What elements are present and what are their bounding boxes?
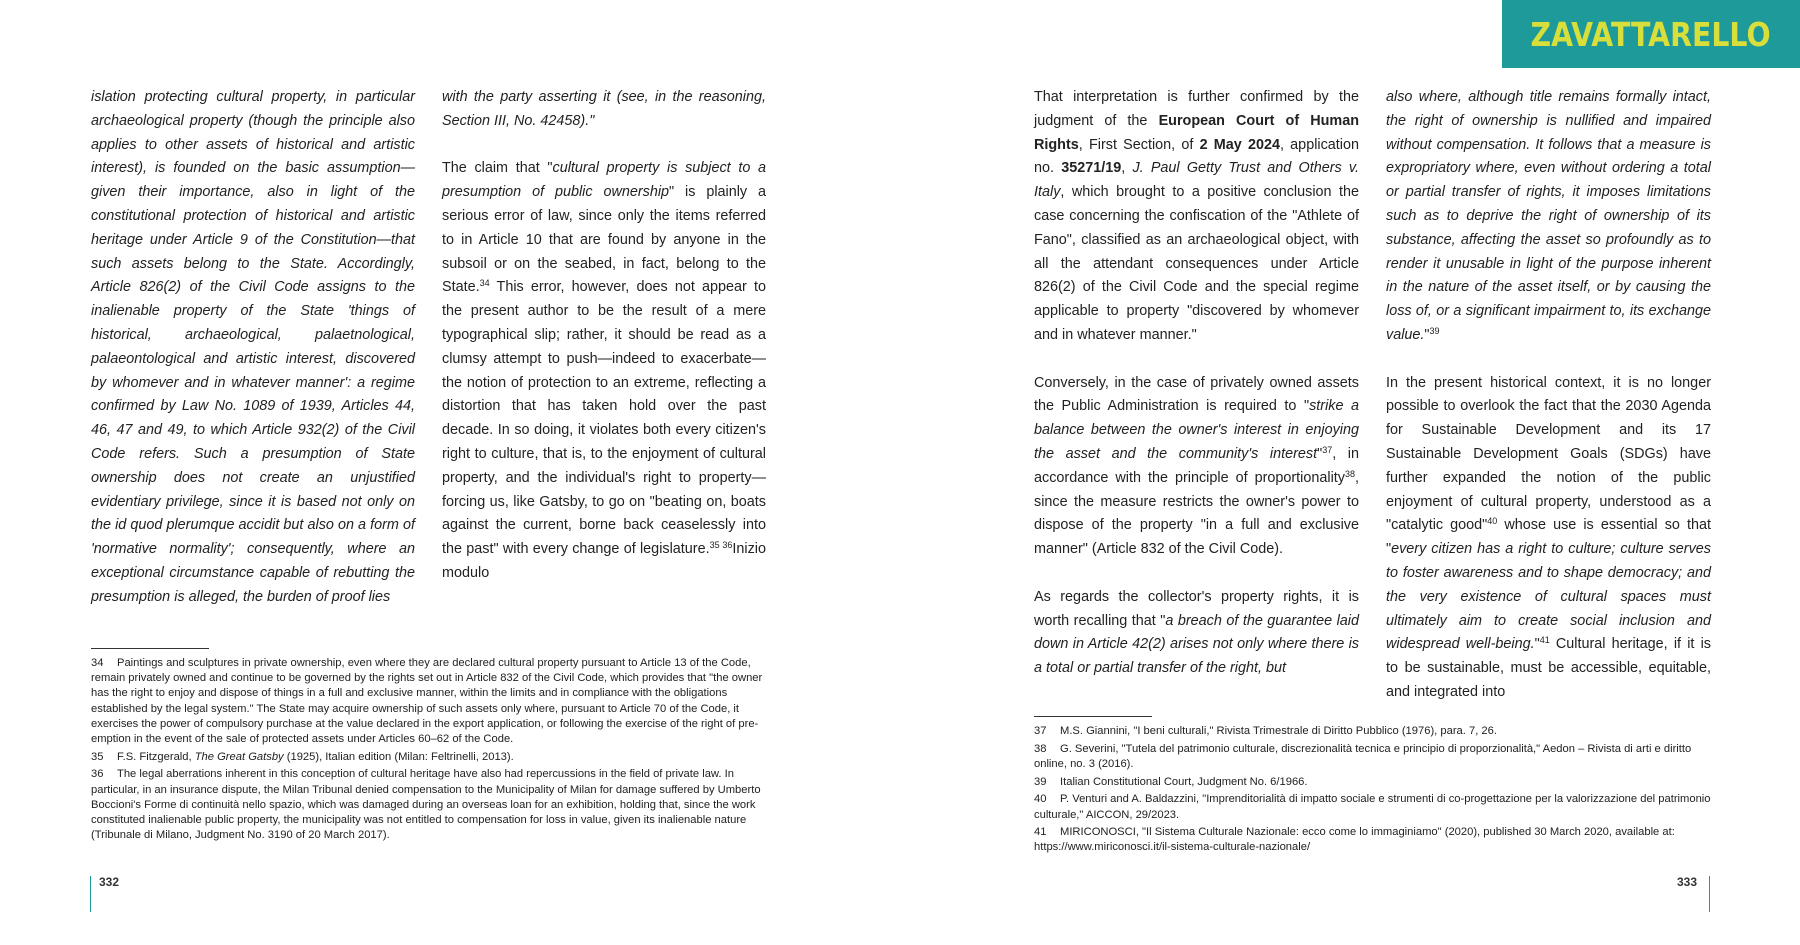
text-run: This error, however, does not appear to the present author to be the result of a mere typographical slip; rather, it should be read as a clumsy attempt to push—indeed to exacerbate—the notion of protection to an extreme, reflecting a distortion that has taken hold over the past decade. In so doing, it violates both every citizen's right to culture, that is, to the enjoyment of cultural property, and the individual's right to property—forcing us, like Gatsby, to go on "beating on, boats against the current, borne back ceaselessly into the past" with every change of legislature. bbox=[442, 279, 766, 558]
footnote-text: The Great Gatsby bbox=[194, 750, 284, 763]
text-run: " bbox=[1424, 326, 1430, 343]
footnote-divider bbox=[91, 648, 209, 649]
footnote-40 bbox=[1034, 792, 1712, 822]
paragraph bbox=[1386, 86, 1711, 348]
footnote-number: 38 bbox=[1034, 742, 1047, 755]
text-run: " is plainly a serious error of law, since only the items referred to in Article 10 that are found by anyone in the subsoil or on the seabed, in fact, belong to the State. bbox=[442, 184, 766, 296]
text-run: , since the measure restricts the owner's power to dispose of the property "in a full and exclusive manner" (Article 832 of the Civil Code). bbox=[1034, 469, 1359, 558]
text-run: whose use is essential so that " bbox=[1386, 517, 1711, 558]
right-page-column-1 bbox=[1034, 86, 1359, 681]
footnote-37 bbox=[1034, 724, 1712, 739]
text-run: every citizen has a right to culture; culture serves to foster awareness and to shape democracy; and the very existence of cultural spaces must ultimately aim to create social inclusion and widespread well-being. bbox=[1386, 541, 1711, 653]
paragraph bbox=[1386, 372, 1711, 705]
footnote-ref[interactable]: 37 bbox=[1322, 444, 1333, 455]
footnote-text: M.S. Giannini, "I beni culturali," Rivista Trimestrale di Diritto Pubblico (1976), para. 7, 26. bbox=[1060, 725, 1497, 737]
footnote-number: 35 bbox=[91, 750, 104, 763]
footnote-ref[interactable]: 41 bbox=[1539, 635, 1550, 646]
footnote-text: Italian Constitutional Court, Judgment No. 6/1966. bbox=[1060, 775, 1308, 788]
footnote-divider bbox=[1034, 716, 1152, 717]
text-run: Conversely, in the case of privately owned assets the Public Administration is required to " bbox=[1034, 374, 1359, 415]
footnote-number: 39 bbox=[1034, 775, 1047, 788]
paragraph bbox=[1034, 86, 1359, 348]
footnote-39 bbox=[1034, 775, 1712, 790]
footnote-34 bbox=[91, 656, 764, 747]
text-run: , bbox=[1121, 160, 1133, 177]
footnote-number: 34 bbox=[91, 657, 104, 669]
brand-name: ZAVATTARELLO bbox=[1530, 14, 1772, 54]
page-marker-bar bbox=[90, 876, 91, 912]
footnote-number: 41 bbox=[1034, 826, 1047, 839]
text-run: In the present historical context, it is no longer possible to overlook the fact that the 2030 Agenda for Sustainable Development and its 17 Sustainable Development Goals (SDGs) have further expanded the notion of the public enjoyment of cultural property, understood as a "catalytic good" bbox=[1386, 374, 1711, 534]
paragraph bbox=[442, 157, 766, 585]
footnote-text: (1925), Italian edition (Milan: Feltrinelli, 2013). bbox=[283, 750, 514, 763]
footnote-text: G. Severini, "Tutela del patrimonio culturale, discrezionalità tecnica e principio di proporzionalità," Aedon – Rivista di arti e diritto online, no. 3 (2016). bbox=[1034, 742, 1692, 770]
text-run: That interpretation is further confirmed by the judgment of the bbox=[1034, 89, 1359, 129]
footnote-text: P. Venturi and A. Baldazzini, "Imprenditorialità di impatto sociale e strumenti di co-progettazione per la valorizzazione del patrimonio culturale," AICCON, 29/2023. bbox=[1034, 793, 1711, 821]
footnote-41 bbox=[1034, 825, 1712, 855]
text-run: also where, although title remains formally intact, the right of ownership is nullified and impaired without compensation. It follows that a measure is expropriatory where, even without ordering a total or partial transfer of rights, it imposes limitations such as to deprive the right of ownership of its substance, affecting the asset so profoundly as to render it unusable in light of the purpose inherent in the nature of the asset itself, or by causing the loss of, or a significant impairment to, its exchange value. bbox=[1386, 89, 1711, 343]
text-run: Inizio modulo bbox=[442, 541, 766, 581]
footnote-number: 36 bbox=[91, 768, 104, 781]
brand-header bbox=[1502, 0, 1800, 68]
paragraph: with the party asserting it (see, in the reasoning, Section III, No. 42458)." bbox=[442, 89, 766, 129]
footnote-number: 40 bbox=[1034, 793, 1047, 806]
right-footnotes bbox=[1034, 724, 1712, 858]
text-run: a breach of the guarantee laid down in Article 42(2) arises not only where there is a total or partial transfer of the right, but bbox=[1034, 612, 1360, 677]
footnote-text: Paintings and sculptures in private ownership, even where they are declared cultural property pursuant to Article 13 of the Code, remain privately owned and continue to be governed by the rights set out in Article 832 of the Civil Code, which provides that "the owner has the right to enjoy and dispose of things in a full and exclusive manner, within the limits and in compliance with the obligations established by the legal system." The State may acquire ownership of such assets only where, pursuant to Article 70 of the Code, it exercises the power of compulsory purchase at the value declared in the export application, or following the exercise of the right of pre-emption in the event of the sale of protected assets under Articles 60–62 of the Code. bbox=[91, 657, 763, 746]
footnote-ref[interactable]: 38 bbox=[1344, 468, 1355, 479]
paragraph bbox=[1034, 372, 1359, 562]
footnote-ref[interactable]: 34 bbox=[479, 278, 490, 289]
text-run: , First Section, of bbox=[1078, 136, 1200, 153]
text-run: 2 May 2024 bbox=[1199, 136, 1280, 153]
text-run: , which brought to a positive conclusion the case concerning the confiscation of the "Athlete of Fano", classified as an archaeological object, with all the attendant consequences under Article 826(2) of the Civil Code and the special regime applicable to property "discovered by whomever and in whatever manner." bbox=[1034, 184, 1359, 343]
page-number-left: 332 bbox=[99, 875, 120, 889]
left-page-column-1 bbox=[91, 86, 415, 610]
footnote-38 bbox=[1034, 742, 1712, 772]
footnote-36 bbox=[91, 767, 764, 843]
text-run: 35271/19 bbox=[1061, 160, 1122, 177]
footnote-ref[interactable]: 35 36 bbox=[709, 540, 733, 551]
text-run: " bbox=[1534, 636, 1540, 653]
paragraph bbox=[1034, 586, 1359, 681]
footnote-ref[interactable]: 39 bbox=[1429, 325, 1440, 336]
paragraph: islation protecting cultural property, in particular archaeological property (though the principle also applies to other assets of historical and artistic interest), is founded on the basic assumption—given their importance, also in light of the constitutional protection of historical and artistic heritage under Article 9 of the Constitution—that such assets belong to the State. Accordingly, Article 826(2) of the Civil Code assigns to the inalienable property of the State 'things of historical, archaeological, palaetnological, palaeontological and artistic interest, discovered by whomever and in whatever manner': a regime confirmed by Law No. 1089 of 1939, Articles 44, 46, 47 and 49, to which Article 932(2) of the Civil Code refers. Such a presumption of State ownership does not create an unjustified evidentiary privilege, since it is based not only on the id quod plerumque accidit but also on a form of 'normative normality'; consequently, where an exceptional circumstance capable of rebutting the presumption is alleged, the burden of proof lies bbox=[91, 89, 415, 605]
text-run: The claim that " bbox=[442, 160, 553, 177]
text-run: " bbox=[1317, 445, 1323, 462]
page-number-right: 333 bbox=[1677, 875, 1698, 889]
page-marker-bar bbox=[1709, 876, 1710, 912]
footnote-text[interactable]: MIRICONOSCI, "Il Sistema Culturale Nazionale: ecco come lo immaginiamo" (2020), published 30 March 2020, available at: https://www.miriconosci.it/il-sistema-culturale-nazionale/ bbox=[1034, 826, 1675, 854]
text-run: cultural property is subject to a presumption of public ownership bbox=[442, 160, 767, 201]
text-run: J. Paul Getty Trust and Others v. Italy bbox=[1034, 160, 1360, 201]
footnote-text: The legal aberrations inherent in this conception of cultural heritage have also had repercussions in the field of private law. In particular, in an insurance dispute, the Milan Tribunal denied compensation to the Municipality of Milan for damage suffered by Umberto Boccioni's Forme di continuità nello spazio, which was damaged during an overseas loan for an exhibition, holding that, since the work constituted inalienable public property, the municipality was not entitled to compensation for loss in value, given its inalienable nature (Tribunale di Milano, Judgment No. 3190 of 20 March 2017). bbox=[91, 768, 761, 842]
footnote-number: 37 bbox=[1034, 725, 1047, 737]
footnote-text: F.S. Fitzgerald, bbox=[117, 750, 195, 763]
right-page-column-2 bbox=[1386, 86, 1711, 705]
footnote-ref[interactable]: 40 bbox=[1487, 516, 1498, 527]
left-page-column-2 bbox=[442, 86, 766, 586]
left-footnotes bbox=[91, 656, 764, 846]
text-run: As regards the collector's property rights, it is worth recalling that " bbox=[1034, 588, 1359, 629]
text-run: Cultural heritage, if it is to be sustainable, must be accessible, equitable, and integrated into bbox=[1386, 636, 1711, 700]
text-run: , in accordance with the principle of proportionality bbox=[1034, 445, 1359, 486]
footnote-35 bbox=[91, 750, 764, 765]
text-run: strike a balance between the owner's interest in enjoying the asset and the community's interest bbox=[1034, 398, 1359, 462]
text-run: European Court of Human Rights bbox=[1034, 112, 1359, 153]
text-run: , application no. bbox=[1034, 136, 1359, 177]
